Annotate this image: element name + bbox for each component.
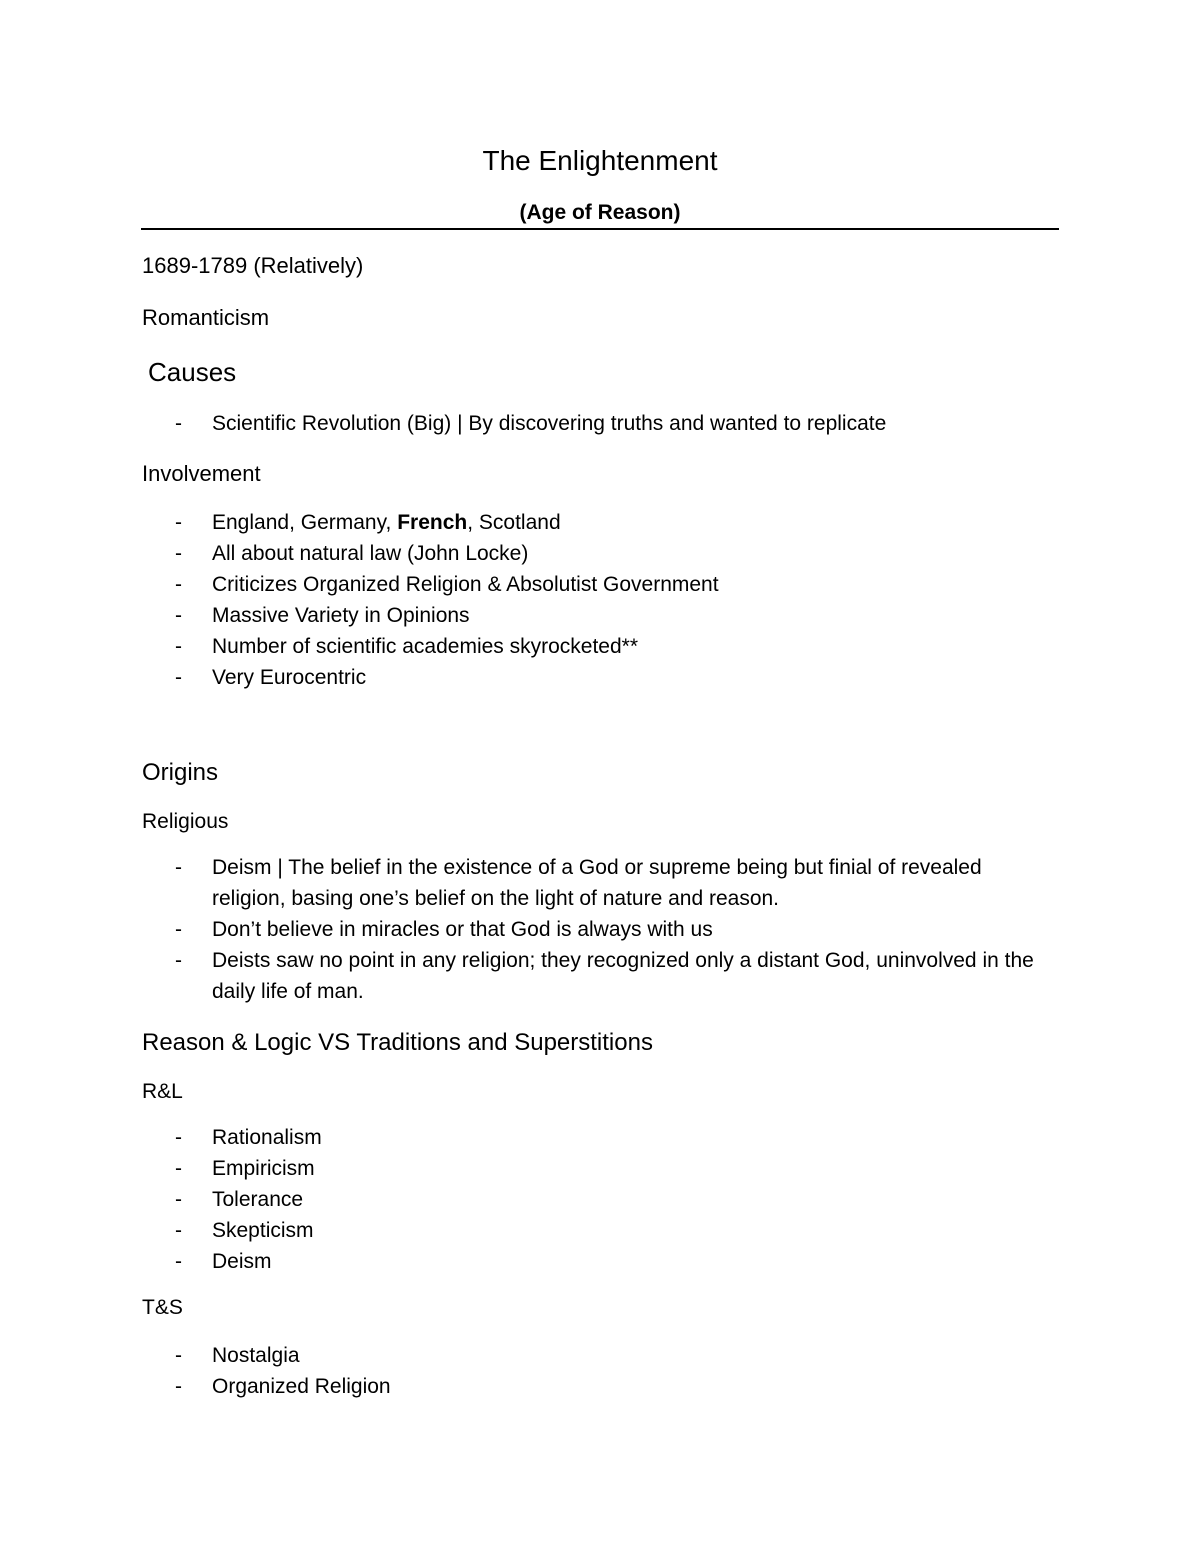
origins-item: Don’t believe in miracles or that God is always with us xyxy=(212,918,713,941)
reason-heading: Reason & Logic VS Traditions and Superstitions xyxy=(142,1029,653,1056)
bullet-dash: - xyxy=(175,856,182,879)
bullet-dash: - xyxy=(175,666,182,689)
involvement-item-bold: French xyxy=(397,511,468,534)
origins-item-continuation: religion, basing one’s belief on the light of nature and reason. xyxy=(212,887,780,910)
bullet-dash: - xyxy=(175,1375,182,1398)
bullet-dash: - xyxy=(175,604,182,627)
involvement-heading: Involvement xyxy=(142,461,261,486)
involvement-item: All about natural law (John Locke) xyxy=(212,542,529,565)
ts-item: Nostalgia xyxy=(212,1344,300,1367)
date-range: 1689-1789 (Relatively) xyxy=(142,253,364,278)
bullet-dash: - xyxy=(175,949,182,972)
origins-heading: Origins xyxy=(142,759,219,786)
rl-item: Tolerance xyxy=(212,1188,304,1211)
involvement-item-text: , Scotland xyxy=(467,511,561,534)
involvement-item xyxy=(212,511,561,535)
bullet-dash: - xyxy=(175,1188,182,1211)
rl-label: R&L xyxy=(142,1080,183,1103)
romanticism-heading: Romanticism xyxy=(142,305,270,330)
bullet-dash: - xyxy=(175,1344,182,1367)
bullet-dash: - xyxy=(175,412,182,435)
bullet-dash: - xyxy=(175,1126,182,1149)
origins-item-continuation: daily life of man. xyxy=(212,980,364,1003)
religious-subheading: Religious xyxy=(142,810,229,833)
causes-heading: Causes xyxy=(148,357,237,387)
page-title: The Enlightenment xyxy=(482,145,718,176)
bullet-dash: - xyxy=(175,573,182,596)
bullet-dash: - xyxy=(175,1250,182,1273)
bullet-dash: - xyxy=(175,1157,182,1180)
ts-label: T&S xyxy=(142,1296,183,1319)
involvement-item: Massive Variety in Opinions xyxy=(212,604,470,627)
rl-item: Empiricism xyxy=(212,1157,315,1180)
bullet-dash: - xyxy=(175,1219,182,1242)
origins-item: Deism | The belief in the existence of a God or supreme being but finial of revealed xyxy=(212,856,982,879)
bullet-dash: - xyxy=(175,635,182,658)
rl-item: Rationalism xyxy=(212,1126,322,1149)
involvement-item: Criticizes Organized Religion & Absolutist Government xyxy=(212,573,719,596)
involvement-item: Very Eurocentric xyxy=(212,666,367,689)
bullet-dash: - xyxy=(175,918,182,941)
page-subtitle: (Age of Reason) xyxy=(519,201,681,224)
involvement-item-text: England, Germany, xyxy=(212,511,398,534)
involvement-item: Number of scientific academies skyrocketed** xyxy=(212,635,639,658)
bullet-dash: - xyxy=(175,511,182,534)
rl-item: Deism xyxy=(212,1250,272,1273)
ts-item: Organized Religion xyxy=(212,1375,391,1398)
rl-item: Skepticism xyxy=(212,1219,314,1242)
title-divider xyxy=(141,228,1059,230)
causes-item: Scientific Revolution (Big) | By discovering truths and wanted to replicate xyxy=(212,412,887,435)
origins-item: Deists saw no point in any religion; they recognized only a distant God, uninvolved in the xyxy=(212,949,1034,972)
bullet-dash: - xyxy=(175,542,182,565)
